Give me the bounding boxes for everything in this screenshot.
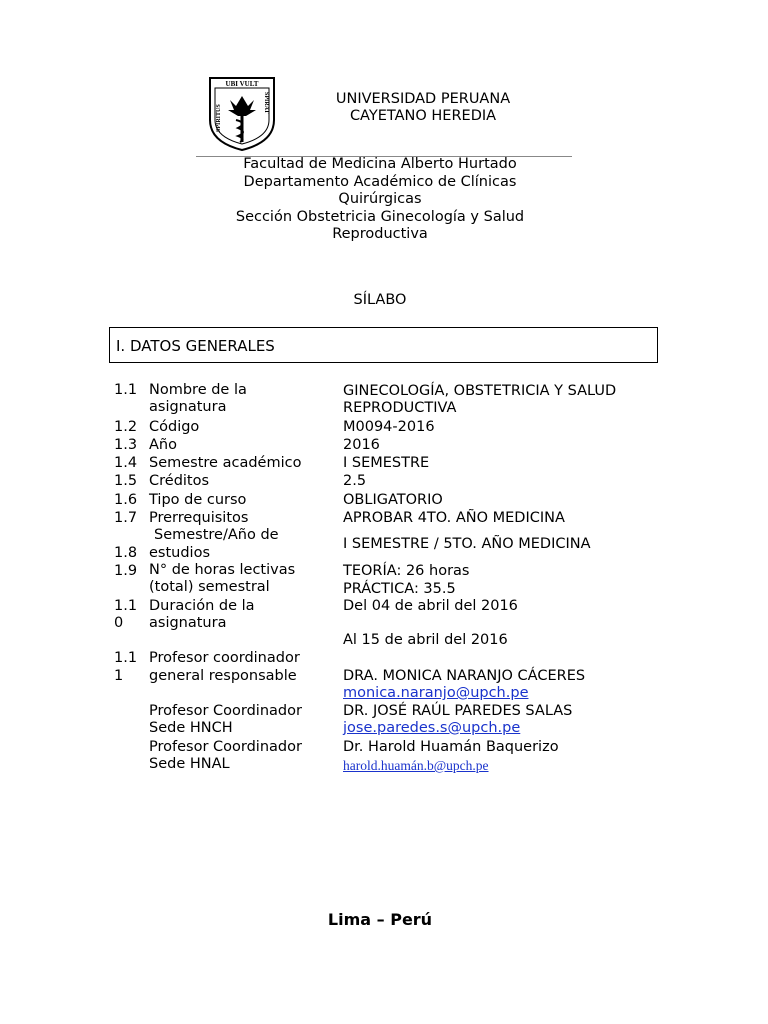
row-value: I SEMESTRE / 5TO. AÑO MEDICINA xyxy=(343,536,591,552)
faculty-line-2: Departamento Académico de Clínicas xyxy=(243,173,517,190)
row-value: Dr. Harold Huamán Baquerizo xyxy=(343,739,559,755)
row-number: 1.6 xyxy=(114,492,138,508)
row-value: I SEMESTRE xyxy=(343,455,430,471)
row-value: DR. JOSÉ RAÚL PAREDES SALAS xyxy=(343,703,573,719)
section-title: I. DATOS GENERALES xyxy=(116,337,275,355)
row-number: 1.8 xyxy=(114,545,138,561)
faculty-line-4: Sección Obstetricia Ginecología y Salud xyxy=(235,208,525,225)
row-number: 1 xyxy=(114,668,124,684)
university-name-line2: CAYETANO HEREDIA xyxy=(349,108,497,124)
row-label: estudios xyxy=(149,545,211,561)
faculty-line-5: Reproductiva xyxy=(332,226,428,242)
row-label: Nombre de la xyxy=(149,382,247,398)
row-label: Sede HNAL xyxy=(149,756,230,772)
row-label: asignatura xyxy=(149,615,227,631)
row-label: Semestre/Año de xyxy=(154,527,279,543)
row-label: Profesor Coordinador xyxy=(149,703,302,719)
row-value: 2.5 xyxy=(343,473,367,489)
row-label: asignatura xyxy=(149,399,227,415)
row-value: DRA. MONICA NARANJO CÁCERES xyxy=(343,668,586,684)
row-label: Prerrequisitos xyxy=(149,510,249,526)
university-crest-logo xyxy=(208,76,276,152)
footer-location: Lima – Perú xyxy=(327,910,433,929)
university-name-line1: UNIVERSIDAD PERUANA xyxy=(335,91,511,107)
coordinator-email-link[interactable]: monica.naranjo@upch.pe xyxy=(343,685,529,701)
row-value: OBLIGATORIO xyxy=(343,492,443,508)
hnch-email-link[interactable]: jose.paredes.s@upch.pe xyxy=(343,720,521,736)
row-value: GINECOLOGÍA, OBSTETRICIA Y SALUD xyxy=(343,383,617,399)
row-label: Duración de la xyxy=(149,598,255,614)
row-number: 1.1 xyxy=(114,598,138,614)
row-value: M0094-2016 xyxy=(343,419,435,435)
faculty-line-1: Facultad de Medicina Alberto Hurtado xyxy=(243,156,517,172)
faculty-block xyxy=(190,156,570,244)
row-number: 1.2 xyxy=(114,419,138,435)
row-value: TEORÍA: 26 horas xyxy=(343,563,470,579)
row-number: 1.5 xyxy=(114,473,138,489)
row-value: Del 04 de abril del 2016 xyxy=(343,598,518,614)
row-number: 1.1 xyxy=(114,650,138,666)
section-header-box xyxy=(109,327,658,363)
row-label: Código xyxy=(149,419,200,435)
row-label: Sede HNCH xyxy=(149,720,233,736)
row-value: 2016 xyxy=(343,437,380,453)
row-number: 1.4 xyxy=(114,455,138,471)
university-name xyxy=(296,91,550,125)
row-label: Profesor coordinador xyxy=(149,650,300,666)
row-label: general responsable xyxy=(149,668,297,684)
row-number: 1.1 xyxy=(114,382,138,398)
row-label: Año xyxy=(149,437,177,453)
faculty-line-3: Quirúrgicas xyxy=(338,191,422,207)
svg-text:SPIRAT: SPIRAT xyxy=(263,92,269,114)
row-label: Semestre académico xyxy=(149,455,302,471)
row-value: APROBAR 4TO. AÑO MEDICINA xyxy=(343,510,565,526)
row-label: Profesor Coordinador xyxy=(149,739,302,755)
svg-text:UBI VULT: UBI VULT xyxy=(225,80,259,88)
svg-text:SPIRITUS: SPIRITUS xyxy=(216,104,222,132)
row-value: REPRODUCTIVA xyxy=(343,400,457,416)
row-label: (total) semestral xyxy=(149,579,270,595)
row-number: 1.3 xyxy=(114,437,138,453)
row-value: Al 15 de abril del 2016 xyxy=(343,632,508,648)
row-number: 1.7 xyxy=(114,510,138,526)
hnal-email-link[interactable]: harold.huamán.b@upch.pe xyxy=(343,758,489,773)
row-number: 1.9 xyxy=(114,563,138,579)
row-label: Tipo de curso xyxy=(149,492,247,508)
document-title: SÍLABO xyxy=(353,292,407,308)
row-value: PRÁCTICA: 35.5 xyxy=(343,581,456,597)
row-label: N° de horas lectivas xyxy=(149,562,296,578)
row-number: 0 xyxy=(114,615,124,631)
row-label: Créditos xyxy=(149,473,210,489)
